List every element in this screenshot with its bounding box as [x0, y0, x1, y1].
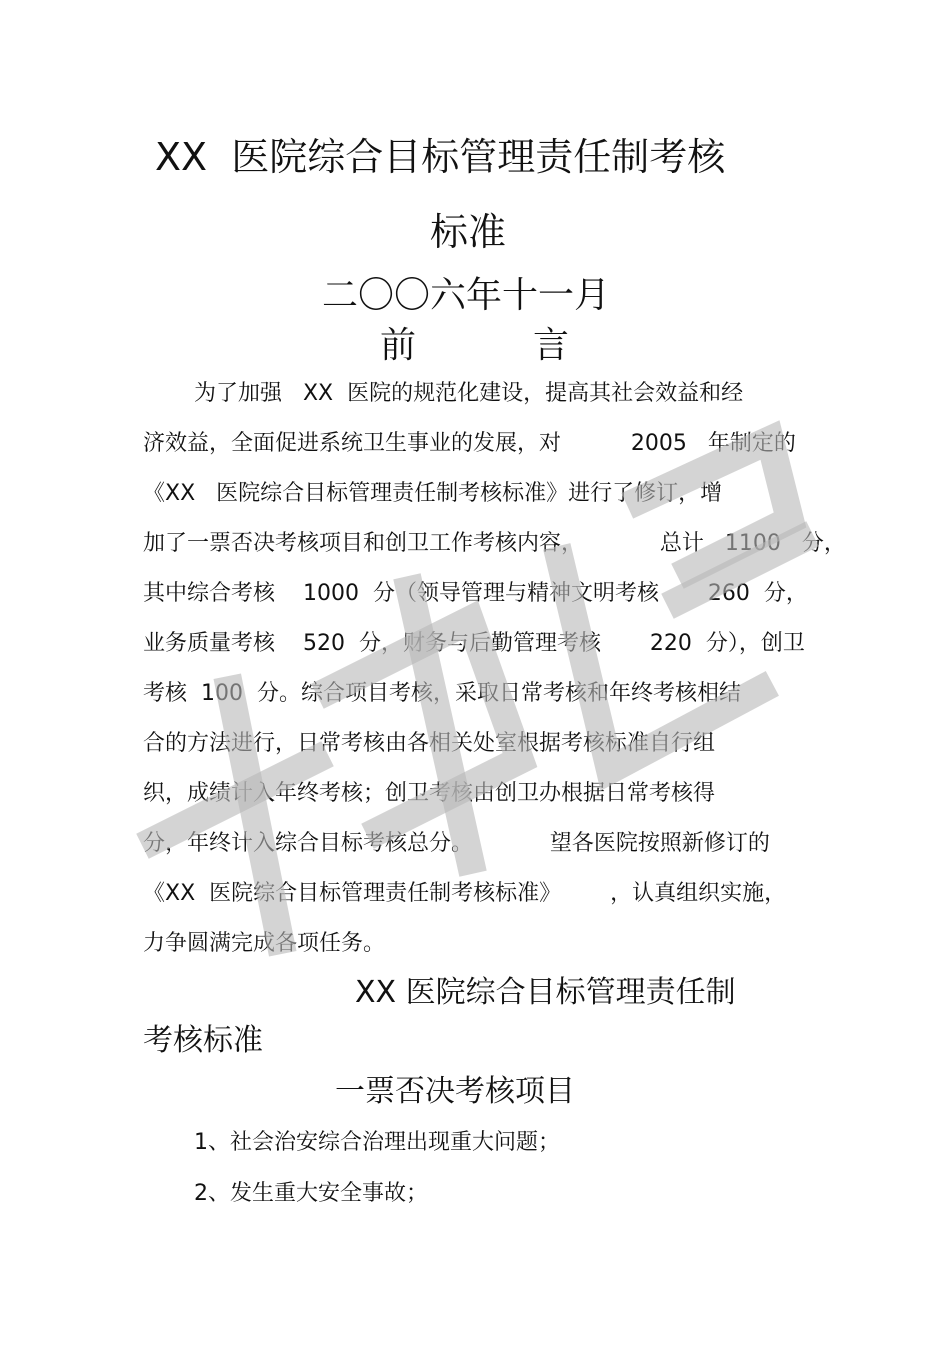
paragraph-line: 力争圆满完成各项任务。 [143, 931, 386, 956]
preface-heading-right: 言 [533, 325, 570, 366]
paragraph-line: 为了加强 XX 医院的规范化建设，提高其社会效益和经 [194, 381, 744, 406]
paragraph-line: 加了一票否决考核项目和创卫工作考核内容， 总计 1100 分， [143, 531, 846, 556]
paragraph-line: 《XX 医院综合目标管理责任制考核标准》进行了修订，增 [143, 481, 723, 506]
document-title-line-1: XX 医院综合目标管理责任制考核 [155, 135, 726, 179]
paragraph-line: 织，成绩计入年终考核；创卫考核由创卫办根据日常考核得 [143, 781, 716, 806]
paragraph-line: 《XX 医院综合目标管理责任制考核标准》 ，认真组织实施， [143, 881, 787, 906]
paragraph-line: 业务质量考核 520 分，财务与后勤管理考核 220 分），创卫 [143, 631, 805, 656]
list-item: 2、发生重大安全事故； [194, 1181, 428, 1206]
list-item: 1、社会治安综合治理出现重大问题； [194, 1130, 560, 1155]
subtitle-line-1: XX 医院综合目标管理责任制 [355, 975, 736, 1010]
paragraph-line: 考核 100 分。综合项目考核，采取日常考核和年终考核相结 [143, 681, 741, 706]
paragraph-line: 合的方法进行，日常考核由各相关处室根据考核标准自行组 [143, 731, 716, 756]
paragraph-line: 分，年终计入综合目标考核总分。 望各医院按照新修订的 [143, 831, 770, 856]
document-date: 二〇〇六年十一月 [322, 275, 611, 316]
preface-heading-left: 前 [380, 325, 417, 366]
section-title: 一票否决考核项目 [335, 1074, 575, 1109]
paragraph-line: 其中综合考核 1000 分（领导管理与精神文明考核 260 分， [143, 581, 808, 606]
document-title-line-2: 标准 [430, 210, 507, 254]
paragraph-line: 济效益，全面促进系统卫生事业的发展，对 2005 年制定的 [143, 431, 796, 456]
subtitle-line-2: 考核标准 [143, 1023, 263, 1058]
